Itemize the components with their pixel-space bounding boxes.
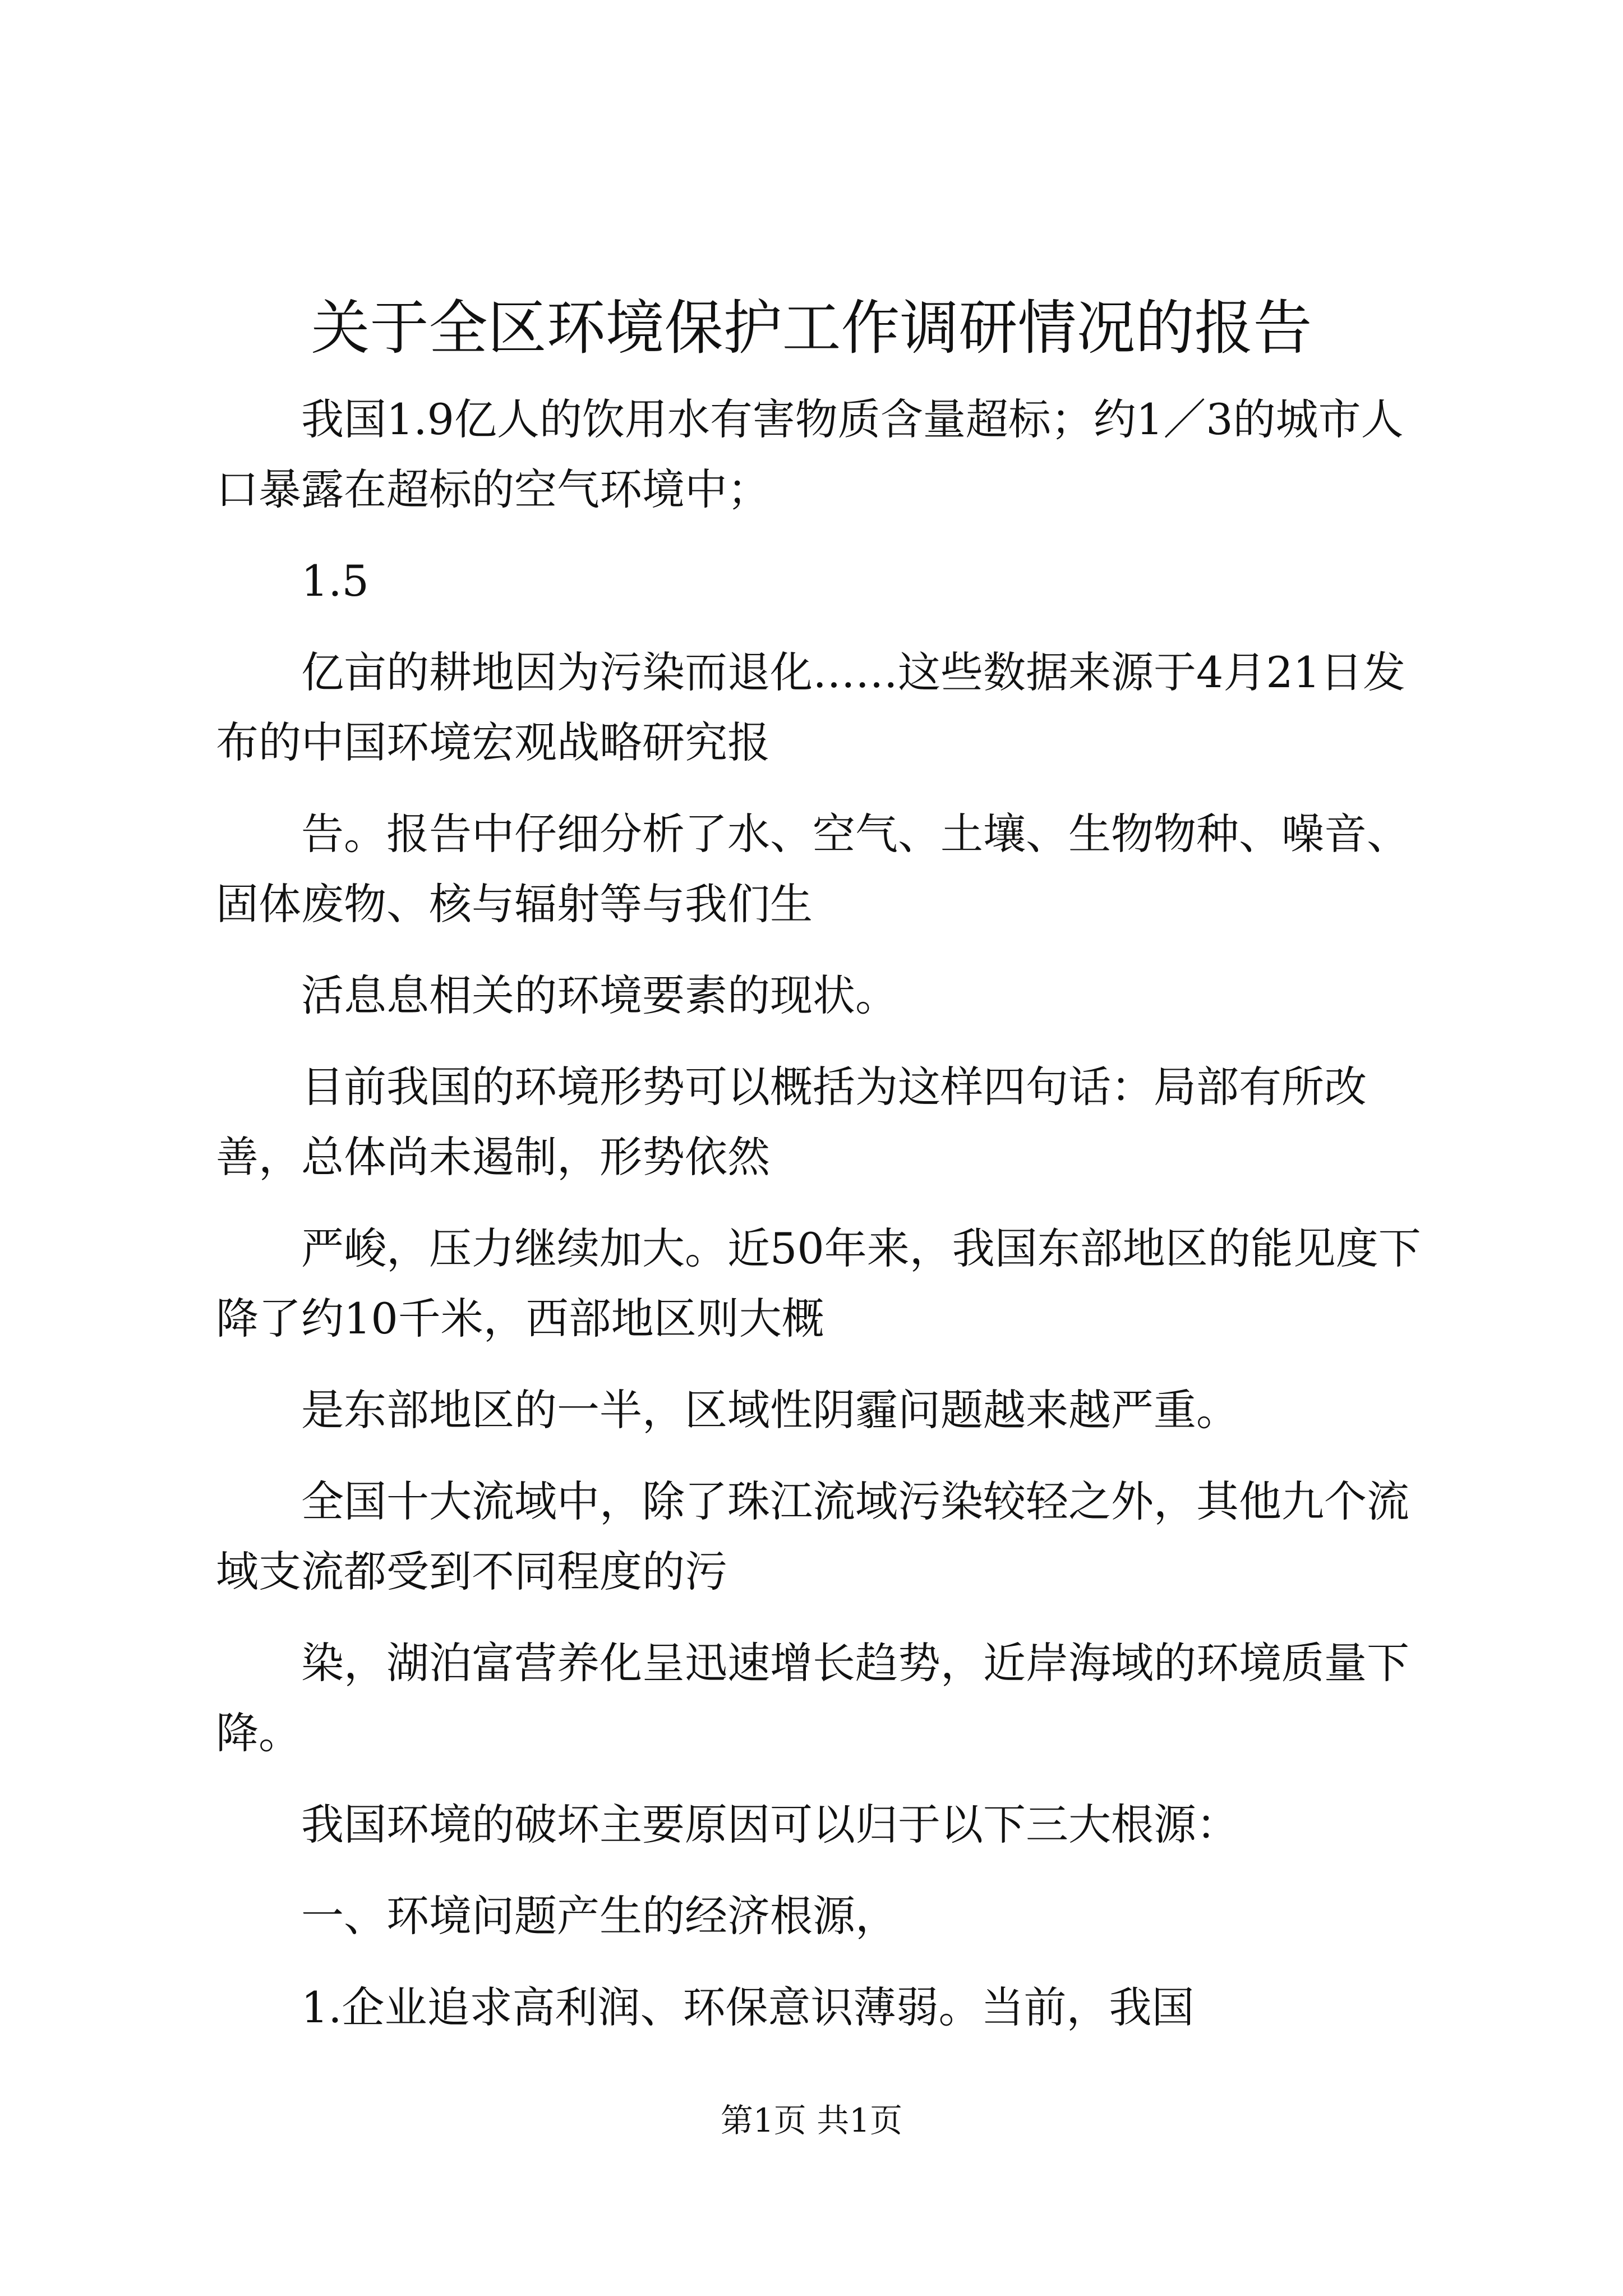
paragraph: 目前我国的环境形势可以概括为这样四句话：局部有所改善，总体尚未遏制，形势依然 [216, 1062, 1367, 1182]
paragraph: 活息息相关的环境要素的现状。 [301, 970, 898, 1020]
paragraph: 亿亩的耕地因为污染而退化……这些数据来源于4月21日发布的中国环境宏观战略研究报 [216, 647, 1406, 767]
paragraph: 是东部地区的一半，区域性阴霾问题越来越严重。 [301, 1385, 1239, 1435]
paragraph: 全国十大流域中，除了珠江流域污染较轻之外，其他九个流域支流都受到不同程度的污 [216, 1476, 1409, 1596]
paragraph: 告。报告中仔细分析了水、空气、土壤、生物物种、噪音、固体废物、核与辐射等与我们生 [216, 809, 1409, 929]
document-title: 关于全区环境保护工作调研情况的报告 [311, 294, 1312, 362]
paragraph: 我国环境的破坏主要原因可以归于以下三大根源： [301, 1800, 1239, 1849]
paragraph: 严峻，压力继续加大。近50年来，我国东部地区的能见度下降了约10千米，西部地区则大概 [216, 1223, 1421, 1343]
paragraph: 1.企业追求高利润、环保意识薄弱。当前，我国 [301, 1982, 1195, 2032]
document-body [216, 384, 1427, 2042]
paragraph: 1.5 [301, 556, 369, 606]
paragraph: 我国1.9亿人的饮用水有害物质含量超标；约1／3的城市人口暴露在超标的空气环境中； [216, 394, 1404, 514]
paragraph: 一、环境问题产生的经济根源， [301, 1891, 898, 1941]
paragraph: 染，湖泊富营养化呈迅速增长趋势，近岸海域的环境质量下降。 [216, 1638, 1409, 1758]
page-footer: 第1页 共1页 [720, 2101, 903, 2139]
